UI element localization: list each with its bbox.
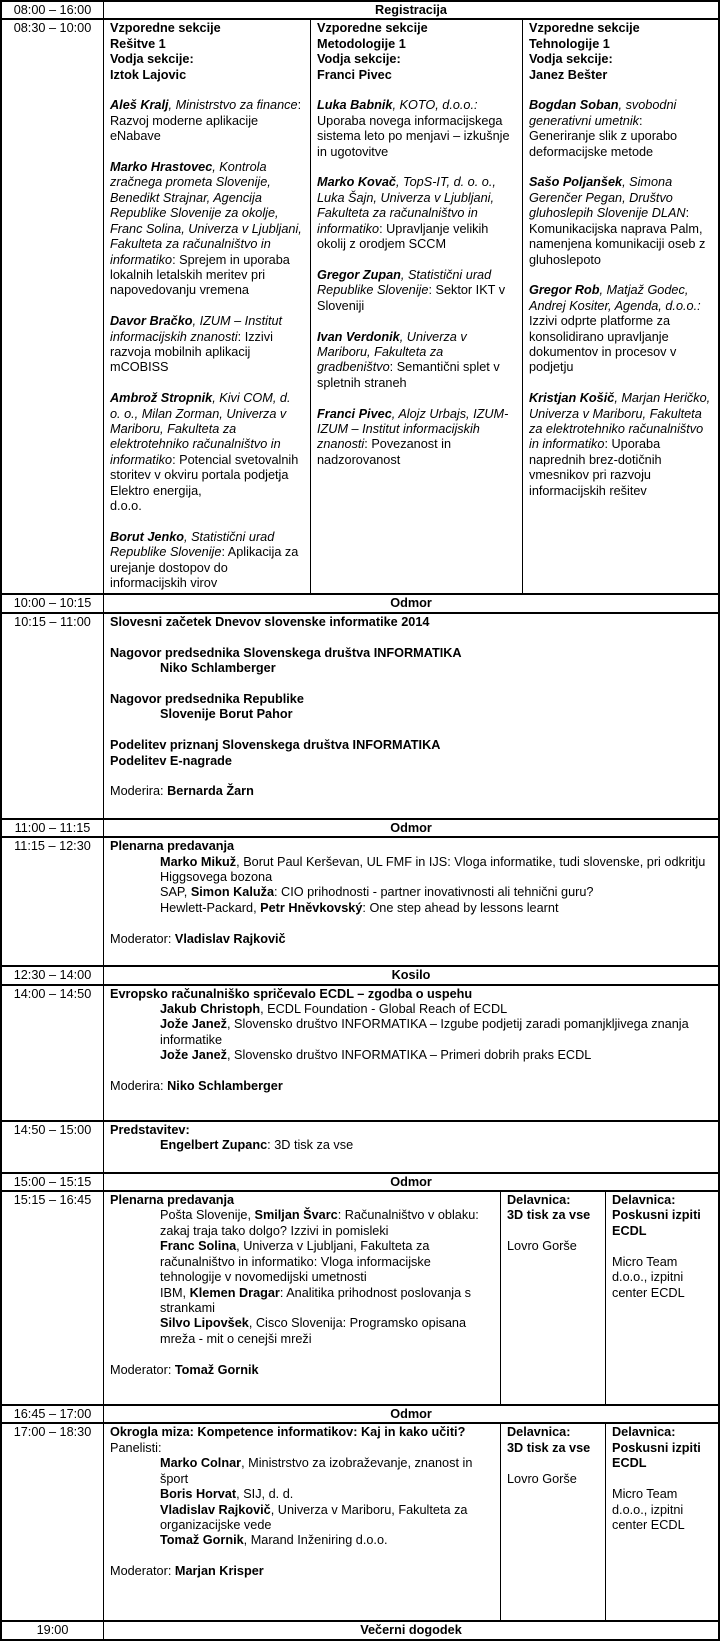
paragraph xyxy=(529,21,712,36)
blank-line xyxy=(529,376,712,391)
blank-line xyxy=(317,160,516,175)
paragraph xyxy=(110,1002,712,1017)
text-run: : Sprejem in uporaba lokalnih letalskih meritev pri napovedovanju vremena xyxy=(110,252,290,298)
row-plenarna-1515 xyxy=(2,1190,718,1404)
text-run: Micro Team d.o.o., izpitni center ECDL xyxy=(612,1487,685,1532)
text-run: Borut Jenko xyxy=(110,529,185,544)
time-cell: 08:30 – 10:00 xyxy=(13,21,92,36)
paragraph xyxy=(110,1239,494,1285)
text-run: Delavnica: xyxy=(507,1193,571,1208)
blank-line xyxy=(317,314,516,329)
paragraph xyxy=(612,1208,712,1239)
row-odmor-1645 xyxy=(2,1404,718,1422)
paragraph xyxy=(317,98,516,160)
text-run: Jakub Christoph xyxy=(160,1002,261,1017)
blank-line xyxy=(110,723,712,738)
text-run: , SIJ, d. d. xyxy=(236,1487,294,1502)
text-run: , Simona Gerenčer Pegan, Društvo gluhoslepih Slovenije DLAN xyxy=(529,175,686,221)
text-run: , Slovensko društvo INFORMATIKA – Primeri dobrih praks ECDL xyxy=(227,1048,592,1063)
banner-label-registracija: Registracija xyxy=(103,2,718,18)
text-run: Janez Bešter xyxy=(529,67,608,82)
row-kosilo xyxy=(2,965,718,983)
paragraph xyxy=(507,1472,599,1487)
round-table-cell xyxy=(103,1424,500,1620)
text-run: , Matjaž Godec, Andrej Kositer, Agenda, d.o.o.: xyxy=(529,283,701,313)
blank-line xyxy=(529,268,712,283)
text-run: Aleš Kralj xyxy=(110,98,169,113)
text-run: Lovro Gorše xyxy=(507,1239,577,1254)
text-run: Nagovor predsednika Slovenskega društva INFORMATIKA xyxy=(110,645,462,660)
text-run: Niko Schlamberger xyxy=(167,1079,283,1094)
paragraph xyxy=(317,37,516,52)
text-run: Franci Pivec xyxy=(317,406,392,421)
text-run: Jože Janež xyxy=(160,1017,227,1032)
row-odmor-1500 xyxy=(2,1172,718,1190)
text-run: Simon Kaluža xyxy=(190,885,274,900)
text-run: Silvo Lipovšek xyxy=(160,1316,249,1331)
paragraph xyxy=(110,1017,712,1048)
text-run: : Izzivi razvoja mobilnih aplikacij mCOBISS xyxy=(110,329,273,375)
text-run: Kristjan Košič xyxy=(529,391,615,406)
paragraph xyxy=(110,21,304,36)
time-cell: 08:00 – 16:00 xyxy=(13,3,92,17)
text-run: , IZUM – Institut informacijskih znanosti xyxy=(110,314,283,344)
paragraph xyxy=(110,37,304,52)
time-cell: 11:15 – 12:30 xyxy=(14,839,91,854)
text-run: Delavnica: xyxy=(612,1193,676,1208)
presentation-cell xyxy=(103,1122,718,1172)
paragraph xyxy=(507,1193,599,1208)
blank-line xyxy=(110,1064,712,1079)
paragraph xyxy=(110,391,304,499)
paragraph xyxy=(507,1441,599,1456)
time-cell: 11:00 – 11:15 xyxy=(14,820,91,835)
text-run: Gregor Zupan xyxy=(317,267,401,282)
paragraph xyxy=(110,98,304,144)
paragraph xyxy=(110,314,304,376)
text-run: : CIO prihodnosti - partner inovativnosti ali tehnični guru? xyxy=(274,885,594,900)
row-odmor-1000 xyxy=(2,593,718,611)
opening-ceremony-cell xyxy=(103,614,718,818)
paragraph xyxy=(110,1138,712,1153)
text-run: : Potencial svetovalnih storitev v okviru portala podjetja Elektro energija, xyxy=(110,452,299,498)
blank-line xyxy=(507,1224,599,1239)
text-run: Bogdan Soban xyxy=(529,98,619,113)
blank-line xyxy=(317,391,516,406)
text-run: : Povezanost in nadzorovanost xyxy=(317,437,452,467)
text-run: d.o.o. xyxy=(110,499,142,513)
text-run: : Analitika prihodnost poslovanja s strankami xyxy=(160,1285,472,1315)
text-run: , Marjan Heričko, Univerza v Mariboru, Fakulteta za elektrotehniko računalništvo in informatiko xyxy=(529,391,711,452)
text-run: IBM, xyxy=(160,1285,190,1300)
time-cell: 17:00 – 18:30 xyxy=(13,1425,92,1440)
paragraph xyxy=(110,530,304,592)
paragraph xyxy=(110,1441,494,1456)
text-run: , Univerza v Ljubljani, Fakulteta za računalništvo in informatiko: Vloga informacijske tehnologije v novomedijski umetnosti xyxy=(160,1239,431,1285)
blank-line xyxy=(110,83,304,98)
paragraph xyxy=(317,268,516,314)
paragraph xyxy=(110,499,304,514)
paragraph xyxy=(529,283,712,375)
text-run: Vzporedne sekcije xyxy=(110,21,221,36)
text-run: Marjan Krisper xyxy=(174,1564,264,1579)
text-run: Panelisti: xyxy=(110,1440,162,1455)
workshop-3d-print-cell xyxy=(500,1192,605,1404)
text-run: Delavnica: xyxy=(507,1425,571,1440)
text-run: Marko Colnar xyxy=(160,1456,242,1471)
text-run: Rešitve 1 xyxy=(110,36,166,51)
text-run: Moderator: xyxy=(110,1362,175,1377)
row-plenarna-1115 xyxy=(2,836,718,965)
text-run: 3D tisk za vse xyxy=(507,1440,591,1455)
row-ecdl-1400 xyxy=(2,984,718,1120)
text-run: : One step ahead by lessons learnt xyxy=(362,900,559,915)
paragraph xyxy=(612,1441,712,1472)
paragraph xyxy=(110,738,712,753)
blank-line xyxy=(110,1549,494,1564)
text-run: , Alojz Urbajs, IZUM-IZUM – Institut informacijskih znanosti xyxy=(317,406,509,452)
text-run: Podelitev E-nagrade xyxy=(110,753,232,768)
section-column-resitve xyxy=(103,20,310,593)
blank-line xyxy=(110,630,712,645)
paragraph xyxy=(529,68,712,83)
text-run: , ECDL Foundation - Global Reach of ECDL xyxy=(260,1002,508,1017)
text-run: Izzivi odprte platforme za konsolidirano upravljanje dokumentov in procesov v podjetju xyxy=(529,314,677,375)
text-run: Ivan Verdonik xyxy=(317,329,400,344)
text-run: Klemen Dragar xyxy=(189,1285,280,1300)
paragraph xyxy=(612,1487,712,1533)
paragraph xyxy=(110,784,712,799)
workshop-ecdl-exam-cell xyxy=(605,1424,718,1620)
blank-line xyxy=(317,83,516,98)
paragraph xyxy=(529,98,712,160)
blank-line xyxy=(110,376,304,391)
text-run: Vodja sekcije: xyxy=(317,52,401,67)
paragraph xyxy=(110,1208,494,1239)
paragraph xyxy=(110,1487,494,1502)
section-column-metodologije xyxy=(310,20,522,593)
text-run: Poskusni izpiti ECDL xyxy=(612,1208,701,1238)
paragraph xyxy=(110,855,712,886)
paragraph xyxy=(529,391,712,499)
paragraph xyxy=(317,68,516,83)
row-vzporedne-sekcije xyxy=(2,18,718,593)
text-run: , Marand Inženiring d.o.o. xyxy=(243,1533,388,1548)
text-run: , Kontrola zračnega prometa Slovenije, Benedikt Strajnar, Agencija Republike Slovenije za okolje, Franc Solina, Univerza v Ljubljani, Fakulteta za računalništvo in informatiko xyxy=(110,160,302,267)
text-run: Poskusni izpiti ECDL xyxy=(612,1440,701,1471)
blank-line xyxy=(110,916,712,931)
plenary-lectures-cell xyxy=(103,1192,500,1404)
blank-line xyxy=(110,769,712,784)
text-run: Nagovor predsednika Republike xyxy=(110,691,304,706)
text-run: , Ministrstvo za finance xyxy=(168,98,298,113)
text-run: Podelitev priznanj Slovenskega društva INFORMATIKA xyxy=(110,738,441,753)
text-run: : Razvoj moderne aplikacije eNabave xyxy=(110,98,302,144)
paragraph xyxy=(529,175,712,267)
text-run: Vodja sekcije: xyxy=(110,52,194,67)
text-run: Iztok Lajovic xyxy=(110,67,187,82)
banner-label-odmor: Odmor xyxy=(103,1174,718,1190)
text-run: : Aplikacija za urejanje dostopov do informacijskih virov xyxy=(110,545,299,591)
text-run: , Statistični urad Republike Slovenije xyxy=(317,267,492,298)
text-run: Okrogla miza: Kompetence informatikov: Kaj in kako učiti? xyxy=(110,1425,466,1440)
text-run: 3D tisk za vse xyxy=(507,1208,591,1223)
paragraph xyxy=(110,68,304,83)
paragraph xyxy=(317,21,516,36)
text-run: : Uporaba naprednih brez-dotičnih vmesnikov pri razvoju informacijskih rešitev xyxy=(529,437,662,498)
workshop-ecdl-exam-cell xyxy=(605,1192,718,1404)
paragraph xyxy=(110,932,712,947)
paragraph xyxy=(110,1048,712,1063)
text-run: , Univerza v Mariboru, Fakulteta za organizacijske vede xyxy=(160,1502,468,1532)
text-run: Gregor Rob xyxy=(529,283,600,298)
text-run: Marko Kovač xyxy=(317,175,396,190)
text-run: Jože Janež xyxy=(160,1048,227,1063)
text-run: Marko Hrastovec xyxy=(110,160,213,175)
paragraph xyxy=(529,37,712,52)
paragraph xyxy=(317,330,516,392)
text-run: , Kivi COM, d. o. o., Milan Zorman, Univerza v Mariboru, Fakulteta za elektrotehniko računalništvo in informatiko xyxy=(110,391,291,467)
paragraph xyxy=(110,885,712,900)
paragraph xyxy=(110,52,304,67)
paragraph xyxy=(110,1564,494,1579)
blank-line xyxy=(110,299,304,314)
text-run: Moderator: xyxy=(110,931,175,946)
blank-line xyxy=(612,1472,712,1487)
row-registracija xyxy=(2,2,718,18)
text-run: Lovro Gorše xyxy=(507,1471,577,1486)
blank-line xyxy=(110,676,712,691)
text-run: , Borut Paul Kerševan, UL FMF in IJS: Vloga informatike, tudi slovenske, pri odkritju Higgsovega bozona xyxy=(160,854,706,885)
text-run: Predstavitev: xyxy=(110,1122,190,1137)
paragraph xyxy=(612,1193,712,1208)
paragraph xyxy=(110,661,712,676)
paragraph xyxy=(110,646,712,661)
text-run: Vzporedne sekcije xyxy=(317,21,428,36)
row-odmor-1100 xyxy=(2,818,718,836)
banner-label-kosilo: Kosilo xyxy=(103,967,718,983)
text-run: , Statistični urad Republike Slovenije xyxy=(110,529,275,560)
text-run: SAP, xyxy=(160,885,191,900)
time-cell: 15:00 – 15:15 xyxy=(13,1174,92,1189)
paragraph xyxy=(110,1286,494,1317)
paragraph xyxy=(529,52,712,67)
paragraph xyxy=(507,1208,599,1223)
time-cell: 16:45 – 17:00 xyxy=(13,1407,92,1422)
workshop-3d-print-cell xyxy=(500,1424,605,1620)
paragraph xyxy=(110,901,712,916)
text-run: : Generiranje slik z uporabo deformacijske metode xyxy=(529,113,678,159)
text-run: , Ministrstvo za izobraževanje, znanost in šport xyxy=(160,1456,473,1486)
text-run: : Upravljanje velikih okolij z orodjem SCCM xyxy=(317,221,489,252)
text-run: Petr Hněvkovský xyxy=(260,900,363,915)
blank-line xyxy=(612,1239,712,1254)
text-run: Vladislav Rajkovič xyxy=(174,931,286,946)
banner-label-odmor: Odmor xyxy=(103,820,718,836)
text-run: : Računalništvo v oblaku: zakaj traja tako dolgo? Izzivi in pomisleki xyxy=(160,1208,479,1238)
text-run: Davor Bračko xyxy=(110,314,193,329)
blank-line xyxy=(507,1456,599,1471)
time-cell: 14:50 – 15:00 xyxy=(13,1122,92,1137)
banner-label-odmor: Odmor xyxy=(103,1406,718,1422)
paragraph xyxy=(317,407,516,469)
paragraph xyxy=(507,1425,599,1440)
section-column-tehnologije xyxy=(522,20,718,593)
text-run: Engelbert Zupanc xyxy=(160,1138,268,1153)
paragraph xyxy=(110,1079,712,1094)
text-run: : 3D tisk za vse xyxy=(267,1138,354,1153)
blank-line xyxy=(529,160,712,175)
text-run: Vodja sekcije: xyxy=(529,52,613,67)
text-run: Tehnologije 1 xyxy=(529,36,610,51)
text-run: Moderira: xyxy=(110,784,168,799)
text-run: Luka Babnik xyxy=(317,98,393,113)
time-cell: 10:15 – 11:00 xyxy=(14,614,91,629)
text-run: Hewlett-Packard, xyxy=(160,900,261,915)
ecdl-session-cell xyxy=(103,986,718,1120)
text-run: Pošta Slovenije, xyxy=(160,1208,255,1223)
text-run: , Univerza v Mariboru, Fakulteta za gradbeništvo xyxy=(317,329,467,375)
paragraph xyxy=(110,1123,712,1138)
row-vecerni-dogodek xyxy=(2,1620,718,1639)
paragraph xyxy=(507,1239,599,1254)
text-run: Vladislav Rajkovič xyxy=(160,1502,271,1517)
plenary-lectures-cell xyxy=(103,838,718,965)
text-run: Smiljan Švarc xyxy=(254,1208,338,1223)
paragraph xyxy=(110,1425,494,1440)
row-okrogla-miza xyxy=(2,1422,718,1620)
paragraph xyxy=(110,1193,494,1208)
time-cell: 12:30 – 14:00 xyxy=(13,968,92,983)
text-run: : Sektor IKT v Sloveniji xyxy=(317,283,506,313)
text-run: , svobodni generativni umetnik xyxy=(529,98,677,128)
paragraph xyxy=(110,839,712,854)
paragraph xyxy=(612,1255,712,1301)
blank-line xyxy=(529,83,712,98)
text-run: Franc Solina xyxy=(160,1239,237,1254)
text-run: Slovesni začetek Dnevov slovenske informatike 2014 xyxy=(110,614,430,629)
text-run: , Slovensko društvo INFORMATIKA – Izgube podjetij zaradi pomanjkljivega znanja informatike xyxy=(160,1017,689,1047)
blank-line xyxy=(110,145,304,160)
time-cell: 14:00 – 14:50 xyxy=(13,986,92,1001)
row-slovesni-zacetek xyxy=(2,612,718,818)
paragraph xyxy=(110,1533,494,1548)
blank-line xyxy=(317,253,516,268)
paragraph xyxy=(110,707,712,722)
text-run: Boris Horvat xyxy=(160,1487,237,1502)
text-run: : Komunikacijska naprava Palm, namenjena komunikaciji oseb z gluhoslepoto xyxy=(529,206,706,267)
text-run: : Semantični splet v spletnih straneh xyxy=(317,360,500,390)
text-run: , Cisco Slovenija: Programsko opisana mreža - mit o cenejši mreži xyxy=(160,1316,467,1346)
paragraph xyxy=(110,1316,494,1347)
text-run: Uporaba novega informacijskega sistema leto po menjavi – izkušnje in ugotovitve xyxy=(317,113,510,159)
text-run: Tomaž Gornik xyxy=(174,1362,259,1377)
text-run: Bernarda Žarn xyxy=(167,784,254,799)
text-run: Micro Team d.o.o., izpitni center ECDL xyxy=(612,1254,685,1300)
text-run: Franci Pivec xyxy=(317,67,392,82)
text-run: Vzporedne sekcije xyxy=(529,21,640,36)
text-run: Moderira: xyxy=(110,1079,168,1094)
text-run: Plenarna predavanja xyxy=(110,1193,235,1208)
paragraph xyxy=(110,1363,494,1378)
paragraph xyxy=(317,52,516,67)
text-run: Slovenije Borut Pahor xyxy=(160,707,293,722)
text-run: Tomaž Gornik xyxy=(160,1533,244,1548)
paragraph xyxy=(110,754,712,769)
text-run: Delavnica: xyxy=(612,1425,676,1440)
text-run: Evropsko računalniško spričevalo ECDL – zgodba o uspehu xyxy=(110,986,473,1001)
text-run: , KOTO, d.o.o.: xyxy=(392,98,478,113)
paragraph xyxy=(110,615,712,630)
paragraph xyxy=(110,1503,494,1534)
text-run: Marko Mikuž xyxy=(160,854,237,869)
text-run: , TopS-IT, d. o. o., Luka Šajn, Univerza v Ljubljani, Fakulteta za računalništvo in informatiko xyxy=(317,175,496,236)
paragraph xyxy=(612,1425,712,1440)
text-run: Ambrož Stropnik xyxy=(110,391,213,406)
time-cell: 10:00 – 10:15 xyxy=(13,596,92,611)
banner-label-odmor: Odmor xyxy=(103,595,718,611)
banner-label-vecerni-dogodek: Večerni dogodek xyxy=(103,1622,718,1639)
text-run: Metodologije 1 xyxy=(317,36,406,51)
paragraph xyxy=(110,1456,494,1487)
blank-line xyxy=(110,514,304,529)
paragraph xyxy=(110,692,712,707)
paragraph xyxy=(110,987,712,1002)
text-run: Plenarna predavanja xyxy=(110,839,235,854)
row-predstavitev-1450 xyxy=(2,1120,718,1172)
text-run: Sašo Poljanšek xyxy=(529,175,623,190)
paragraph xyxy=(110,160,304,299)
time-cell: 15:15 – 16:45 xyxy=(13,1193,92,1208)
time-cell: 19:00 xyxy=(36,1623,69,1638)
paragraph xyxy=(317,175,516,252)
blank-line xyxy=(110,1347,494,1362)
text-run: Moderator: xyxy=(110,1564,175,1579)
text-run: Niko Schlamberger xyxy=(160,661,276,676)
